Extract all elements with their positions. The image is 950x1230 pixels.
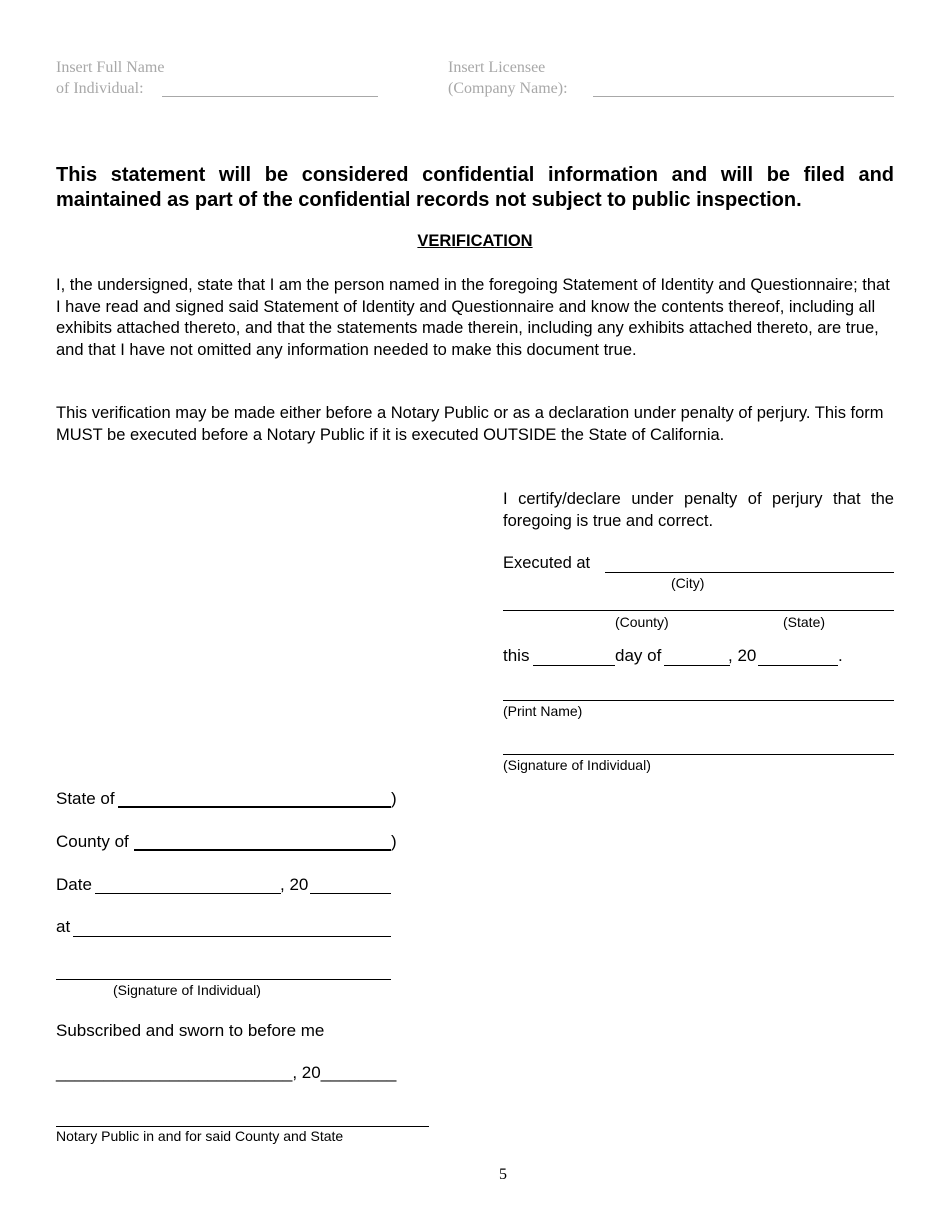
subscribed-sworn-text: Subscribed and sworn to before me xyxy=(56,1021,325,1040)
notary-year-prefix: , 20 xyxy=(280,875,309,894)
individual-name-label-line2: of Individual: xyxy=(56,80,144,97)
county-of-label: County of xyxy=(56,832,129,851)
day-field[interactable] xyxy=(533,665,615,666)
notary-state-field[interactable] xyxy=(118,806,391,808)
state-paren: ) xyxy=(391,789,397,808)
certify-statement: I certify/declare under penalty of perjury that the foregoing is true and correct. xyxy=(503,490,894,530)
notary-date-line[interactable]: _________________________, 20________ xyxy=(56,1063,397,1082)
verification-paragraph-1: I, the undersigned, state that I am the person named in the foregoing Statement of Identity and Questionnaire; that I have read and signed said Statement of Identity and Questionnaire and know the contents thereof, including all exhibits attached thereto, and that the statements made therein, including any exhibits attached thereto, are true, and that I have not omitted any information needed to make this document true. xyxy=(56,276,890,359)
year-field[interactable] xyxy=(758,665,838,666)
city-caption: (City) xyxy=(671,575,705,591)
licensee-label-line1: Insert Licensee xyxy=(448,59,546,76)
period-mark: . xyxy=(838,646,843,665)
licensee-label-line2: (Company Name): xyxy=(448,80,568,97)
print-name-caption: (Print Name) xyxy=(503,703,583,719)
this-label: this xyxy=(503,646,530,665)
year-prefix-label: , 20 xyxy=(728,646,757,665)
notary-public-signature-field[interactable] xyxy=(56,1126,429,1127)
notary-county-field[interactable] xyxy=(134,849,391,851)
county-caption: (County) xyxy=(615,614,669,630)
date-label: Date xyxy=(56,875,92,894)
month-field[interactable] xyxy=(664,665,730,666)
executed-city-field[interactable] xyxy=(605,572,894,573)
verification-heading: VERIFICATION xyxy=(417,232,533,250)
print-name-field[interactable] xyxy=(503,700,894,701)
confidential-notice: This statement will be considered confidential information and will be filed and maintained as part of the confidential records not subject to public inspection. xyxy=(56,164,894,211)
at-label: at xyxy=(56,917,71,936)
declaration-signature-caption: (Signature of Individual) xyxy=(503,757,651,773)
state-caption: (State) xyxy=(783,614,826,630)
notary-location-field[interactable] xyxy=(73,936,391,937)
notary-year-field[interactable] xyxy=(310,893,391,894)
page-number: 5 xyxy=(499,1166,507,1183)
verification-paragraph-2: This verification may be made either before a Notary Public or as a declaration under penalty of perjury. This form MUST be executed before a Notary Public if it is executed OUTSIDE the State of California. xyxy=(56,404,884,444)
county-state-field[interactable] xyxy=(503,610,894,611)
executed-at-label: Executed at xyxy=(503,554,591,572)
notary-signature-field[interactable] xyxy=(56,979,391,980)
declaration-signature-field[interactable] xyxy=(503,754,894,755)
notary-signature-caption: (Signature of Individual) xyxy=(113,982,261,998)
licensee-company-field[interactable] xyxy=(593,96,894,97)
notary-date-field[interactable] xyxy=(95,893,281,894)
county-paren: ) xyxy=(391,832,397,851)
individual-name-field[interactable] xyxy=(162,96,378,97)
notary-public-caption: Notary Public in and for said County and State xyxy=(56,1128,344,1144)
state-of-label: State of xyxy=(56,789,115,808)
individual-name-label-line1: Insert Full Name xyxy=(56,59,165,76)
day-of-label: day of xyxy=(615,646,662,665)
